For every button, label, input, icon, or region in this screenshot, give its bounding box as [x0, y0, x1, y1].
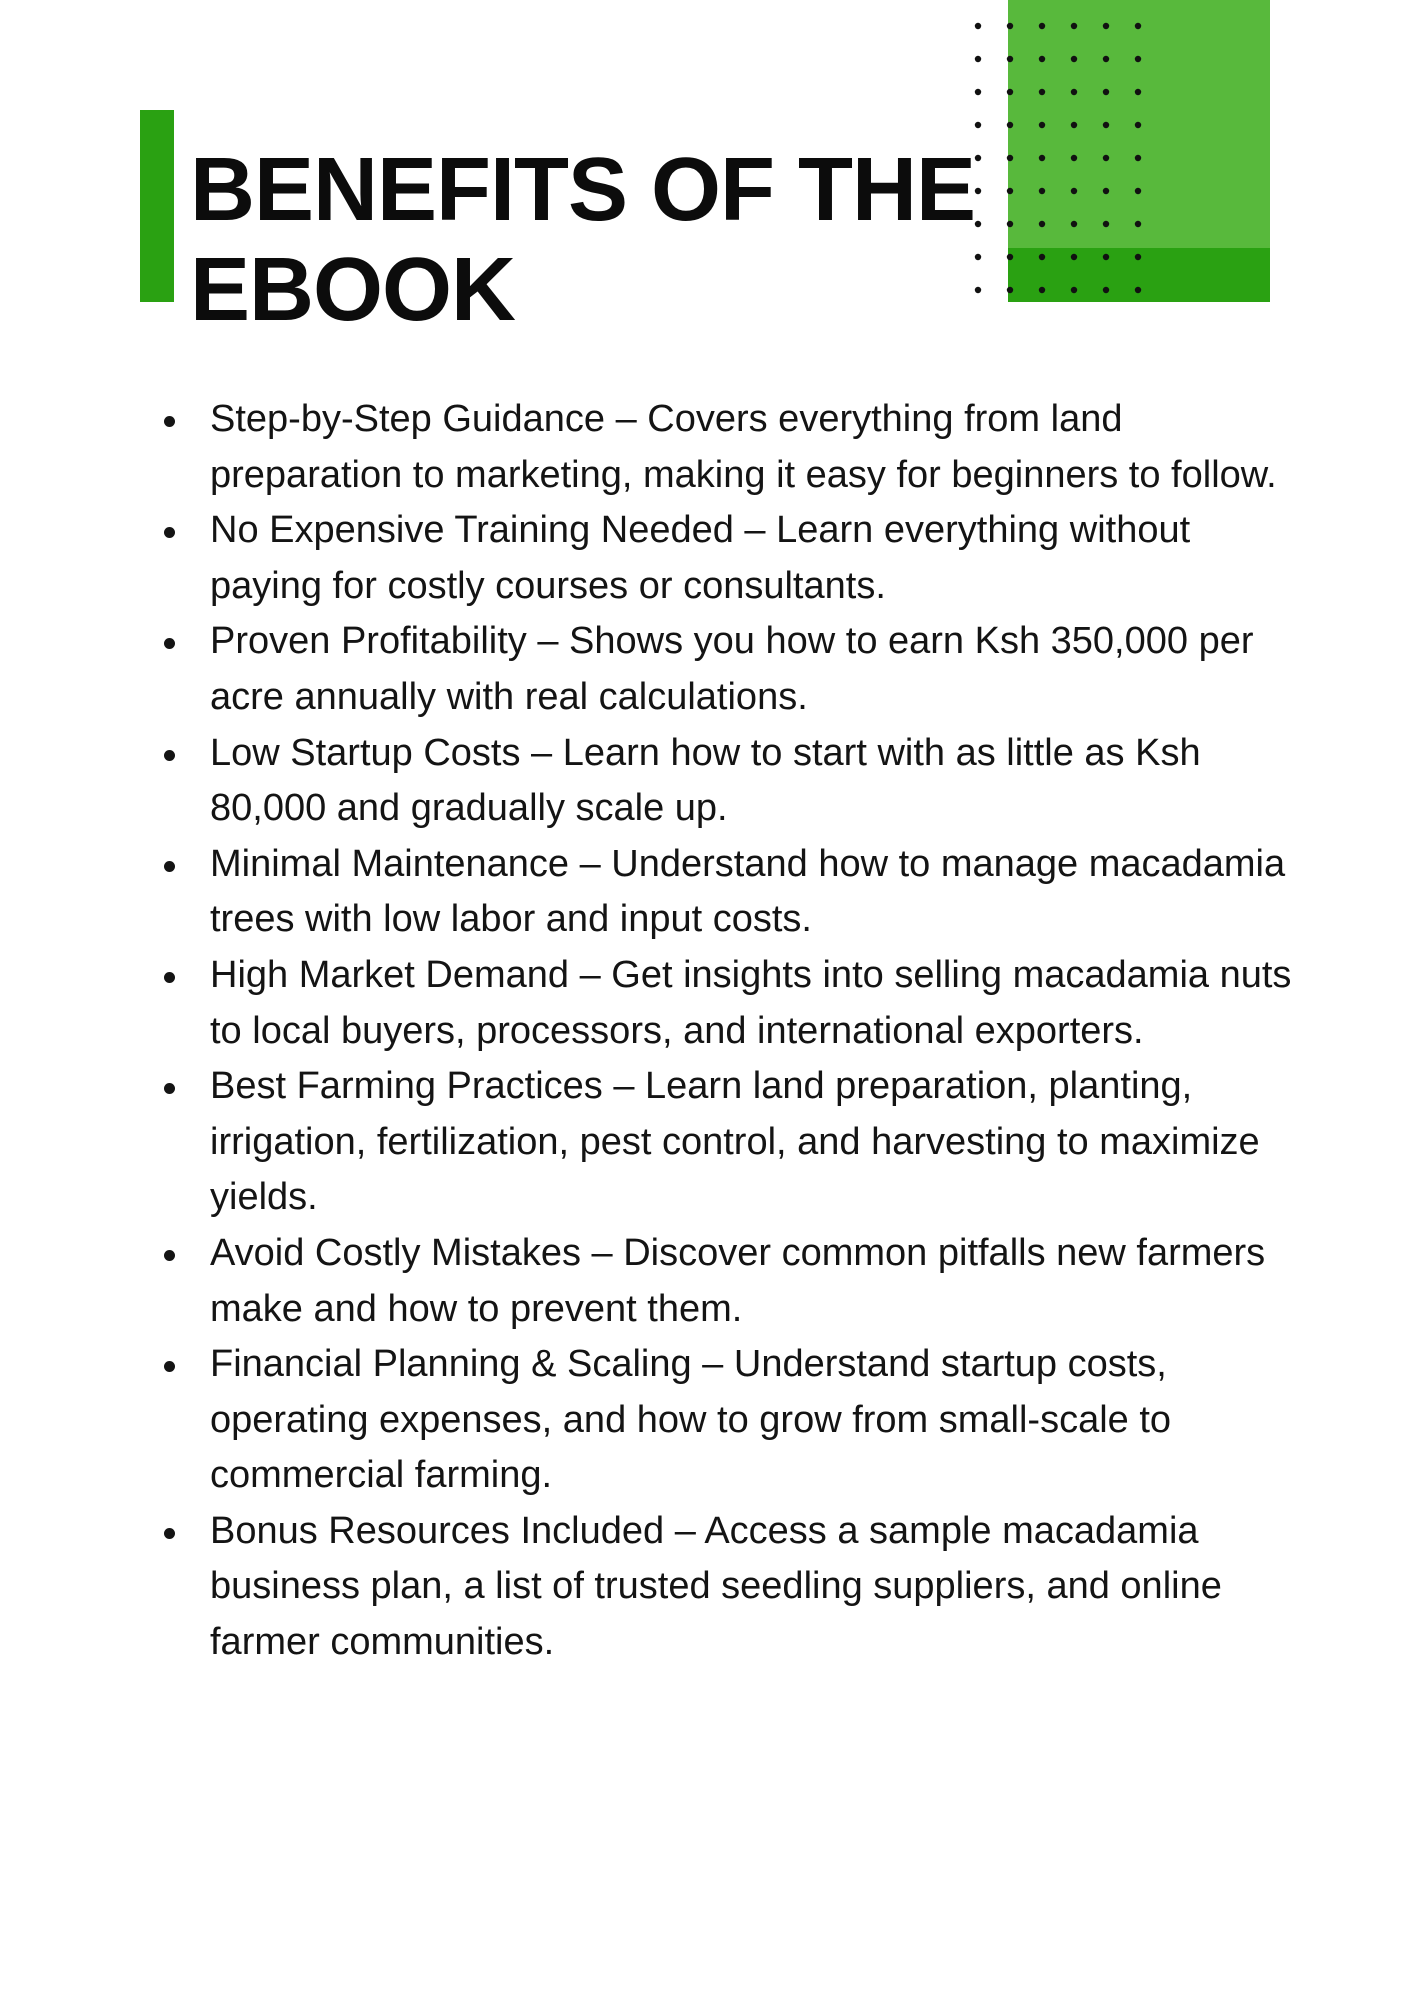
decorative-dot — [1103, 122, 1109, 128]
decorative-dot — [1039, 287, 1045, 293]
bullet-icon — [164, 972, 175, 983]
decorative-dot — [1039, 89, 1045, 95]
decorative-dot — [1007, 155, 1013, 161]
decorative-dot — [1103, 254, 1109, 260]
decorative-dot — [1039, 254, 1045, 260]
decorative-dot — [1071, 287, 1077, 293]
benefit-text: Step-by-Step Guidance – Covers everything from land preparation to marketing, making it easy for beginners to follow. — [210, 398, 1277, 496]
decorative-dot — [1071, 23, 1077, 29]
bullet-icon — [164, 527, 175, 538]
decorative-dot — [1135, 23, 1141, 29]
bullet-icon — [164, 1250, 175, 1261]
decorative-dot — [1007, 221, 1013, 227]
decorative-dot — [1039, 155, 1045, 161]
dot-grid-pattern — [974, 18, 1144, 298]
bullet-icon — [164, 1361, 175, 1372]
bullet-icon — [164, 1528, 175, 1539]
benefits-list — [160, 392, 1300, 1671]
benefit-item — [160, 392, 1300, 503]
decorative-dot — [1071, 155, 1077, 161]
decorative-dot — [975, 89, 981, 95]
page-title-line-1: BENEFITS OF THE — [190, 140, 976, 240]
page-title — [190, 140, 990, 340]
decorative-dot — [1103, 188, 1109, 194]
decorative-dot — [1039, 23, 1045, 29]
benefit-item — [160, 726, 1300, 837]
decorative-dot — [1071, 254, 1077, 260]
decorative-dot — [1103, 155, 1109, 161]
bullet-icon — [164, 638, 175, 649]
decorative-dot — [1007, 89, 1013, 95]
decorative-dot — [1135, 188, 1141, 194]
benefit-text: Bonus Resources Included – Access a sample macadamia business plan, a list of trusted seedling suppliers, and online farmer communities. — [210, 1509, 1222, 1664]
decorative-dot — [1103, 23, 1109, 29]
benefit-text: Financial Planning & Scaling – Understand startup costs, operating expenses, and how to grow from small-scale to commercial farming. — [210, 1343, 1172, 1497]
benefit-item — [160, 837, 1300, 948]
benefit-text: Proven Profitability – Shows you how to earn Ksh 350,000 per acre annually with real calculations. — [210, 620, 1254, 718]
benefit-item — [160, 503, 1300, 614]
decorative-dot — [1007, 254, 1013, 260]
decorative-dot — [1007, 188, 1013, 194]
decorative-dot — [975, 122, 981, 128]
decorative-dot — [1007, 122, 1013, 128]
benefit-text: Low Startup Costs – Learn how to start with as little as Ksh 80,000 and gradually scale up. — [210, 731, 1201, 830]
benefit-item — [160, 1337, 1300, 1504]
decorative-dot — [1103, 287, 1109, 293]
decorative-dot — [1007, 23, 1013, 29]
benefit-text: No Expensive Training Needed – Learn everything without paying for costly courses or consultants. — [210, 509, 1191, 607]
bullet-icon — [164, 416, 175, 427]
decorative-dot — [1135, 56, 1141, 62]
benefit-text: Minimal Maintenance – Understand how to manage macadamia trees with low labor and input costs. — [210, 842, 1286, 941]
decorative-dot — [1135, 287, 1141, 293]
benefit-item — [160, 1226, 1300, 1337]
bullet-icon — [164, 1083, 175, 1094]
decorative-dot — [975, 56, 981, 62]
bullet-icon — [164, 750, 175, 761]
decorative-dot — [975, 23, 981, 29]
decorative-dot — [1039, 56, 1045, 62]
decorative-dot — [1071, 188, 1077, 194]
page-title-line-2: EBOOK — [190, 240, 516, 340]
decorative-dot — [1071, 89, 1077, 95]
decorative-dot — [1135, 221, 1141, 227]
decorative-dot — [1103, 89, 1109, 95]
decorative-dot — [1039, 188, 1045, 194]
decorative-dot — [1039, 221, 1045, 227]
decorative-dot — [1007, 56, 1013, 62]
benefit-item — [160, 1059, 1300, 1226]
benefit-item — [160, 1504, 1300, 1671]
decorative-dot — [1135, 254, 1141, 260]
decorative-dot — [1135, 122, 1141, 128]
decorative-dot — [1071, 122, 1077, 128]
decorative-dot — [1135, 155, 1141, 161]
benefit-text: Avoid Costly Mistakes – Discover common pitfalls new farmers make and how to prevent them. — [210, 1231, 1266, 1330]
decorative-dot — [1103, 56, 1109, 62]
bullet-icon — [164, 861, 175, 872]
benefit-item — [160, 614, 1300, 725]
decorative-dot — [1071, 56, 1077, 62]
decorative-dot — [1103, 221, 1109, 227]
decorative-dot — [1071, 221, 1077, 227]
benefit-text: Best Farming Practices – Learn land preparation, planting, irrigation, fertilization, pest control, and harvesting to maximize yields. — [210, 1065, 1260, 1219]
benefit-item — [160, 948, 1300, 1059]
title-accent-bar — [140, 110, 174, 302]
benefit-text: High Market Demand – Get insights into selling macadamia nuts to local buyers, processors, and international exporters. — [210, 953, 1292, 1052]
decorative-dot — [1007, 287, 1013, 293]
decorative-dot — [1039, 122, 1045, 128]
decorative-dot — [1135, 89, 1141, 95]
